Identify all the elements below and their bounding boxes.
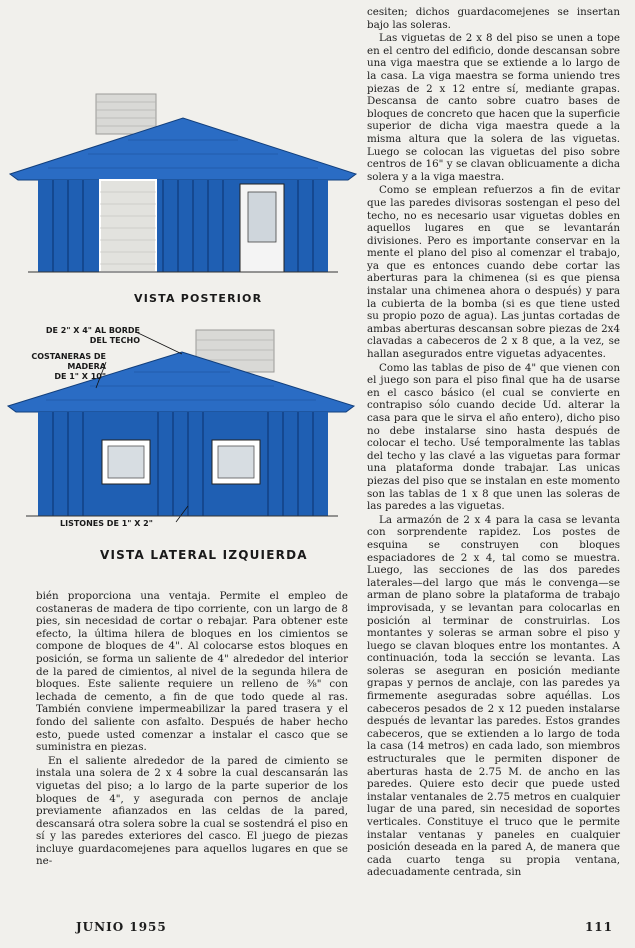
paragraph: Las viguetas de 2 x 8 del piso se unen a tope en el centro del edificio, donde descansan sobre una viga maestra que se extiende a lo largo de la casa. La viga maestra se forma uniendo tres piezas de 2 x 12 entre sí, mediante grapas. Descansa de canto sobre cuatro bases de bloques de concreto que hacen que la superficie superior de dicha viga maestra quede a la misma altura que la solera de las viguetas. Luego se colocan las viguetas del piso sobre centros de 16" y se clavan oblicuamente a dicha solera y a la viga maestra. [367, 32, 620, 183]
paragraph: La armazón de 2 x 4 para la casa se levanta con sorprendente rapidez. Los postes de esquina se construyen con bloques espaciadores de 2 x 4, tal como se muestra. Luego, las secciones de las dos paredes laterales—del largo que más le convenga—se arman de plano sobre la plataforma de trabajo improvisada, y se levantan para colocarlas en posición al terminar de construirlas. Los montantes y soleras se arman sobre el piso y luego se clavan bloques entre los montantes. A continuación, toda la sección se levanta. Las soleras se aseguran en posición mediante grapas y pernos de anclaje, con las paredes ya firmemente aseguradas sobre aquéllas. Los cabeceros pesados de 2 x 12 pueden instalarse después de levantar las paredes. Estos grandes cabeceros, que se extienden a lo largo de toda la casa (14 metros) en cada lado, son miembros estructurales que le permiten disponer de aberturas hasta de 2.75 M. de ancho en las paredes. Quiere esto decir que puede usted instalar ventanales de 2.75 metros en cualquier lugar de una pared, sin necesidad de soportes verticales. Constituye el truco que le permite instalar ventanas y paneles en cualquier posición deseada en la pared A, de manera que cada cuarto tenga su propia ventana, adecuadamente centrada, sin [367, 513, 620, 879]
paragraph: cesiten; dichos guardacomejenes se insertan bajo las soleras. [367, 6, 620, 31]
issue-date: JUNIO 1955 [76, 920, 167, 934]
right-text-column [367, 6, 620, 880]
paragraph: Como las tablas de piso de 4" que vienen con el juego son para el piso final que ha de usarse en el casco básico (el cual se convierte en contrapiso sólo cuando decide Ud. alterar la casa para que le sirva el año entero), dicho piso no debe instalarse sino hasta después de colocar el techo. Usé temporalmente las tablas del techo y las clavé a las viguetas para formar una plataforma donde trabajar. Las unicas piezas del piso que se instalan en este momento son las tablas de 1 x 8 que unen las soleras de las paredes a las viguetas. [367, 361, 620, 513]
paragraph: Como se emplean refuerzos a fin de evitar que las paredes divisoras sostengan el peso del techo, no es necesario usar viguetas dobles en aquellos lugares en que se levantarán divisiones. Pero es importante conservar en la mente el plano del piso al comenzar el trabajo, ya que es entonces cuando debe cortar las aberturas para la chimenea (si es que piensa instalar una chimenea ahora o después) y para la cubierta de la bomba (si es que tiene usted su propio pozo de agua). Las juntas cortadas de ambas aberturas descansan sobre piezas de 2x4 clavadas a cabeceros de 2 x 8 que, a la vez, se hallan asegurados entre viguetas adyacentes. [367, 184, 620, 361]
roof-edge-label: DE 2" X 4" AL BORDE DEL TECHO [45, 326, 140, 345]
wood-purlins-label: COSTANERAS DE MADERA DE 1" X 10" [31, 352, 106, 381]
rear-view-caption: VISTA POSTERIOR [134, 292, 263, 305]
paragraph: bién proporciona una ventaja. Permite el empleo de costaneras de madera de tipo corriente, con un largo de 8 pies, sin necesidad de cortar o rebajar. Para obtener este efecto, la última hilera de bloques en los cimientos se compone de bloques de 4". Al colocarse estos bloques en posición, se forma un saliente de 4" alrededor del interior de la pared de cimientos, al nivel de la segunda hilera de bloques. Este saliente requiere un relleno de ⅜" con lechada de cemento, a fin de que todo quede al ras. También conviene impermeabilizar la pared trasera y el fondo del saliente con asfalto. Después de haber hecho esto, puede usted comenzar a instalar el casco que se suministra en piezas. [36, 590, 348, 754]
paragraph: En el saliente alrededor de la pared de cimiento se instala una solera de 2 x 4 sobre la cual descansarán las viguetas del piso; a lo largo de la parte superior de los bloques de 4", y asegurada con pernos de anclaje previamente afianzados en las celdas de la pared, descansará otra solera sobre la cual se sostendrá el piso en sí y las paredes exteriores del casco. El juego de piezas incluye guardacomejenes para aquellos lugares en que se ne- [36, 754, 348, 868]
page-number: 111 [584, 920, 613, 934]
left-text-column [36, 590, 348, 869]
strips-label: LISTONES DE 1" X 2" [60, 519, 153, 528]
rear-view-illustration [8, 88, 358, 288]
left-side-view-caption: VISTA LATERAL IZQUIERDA [100, 548, 308, 562]
